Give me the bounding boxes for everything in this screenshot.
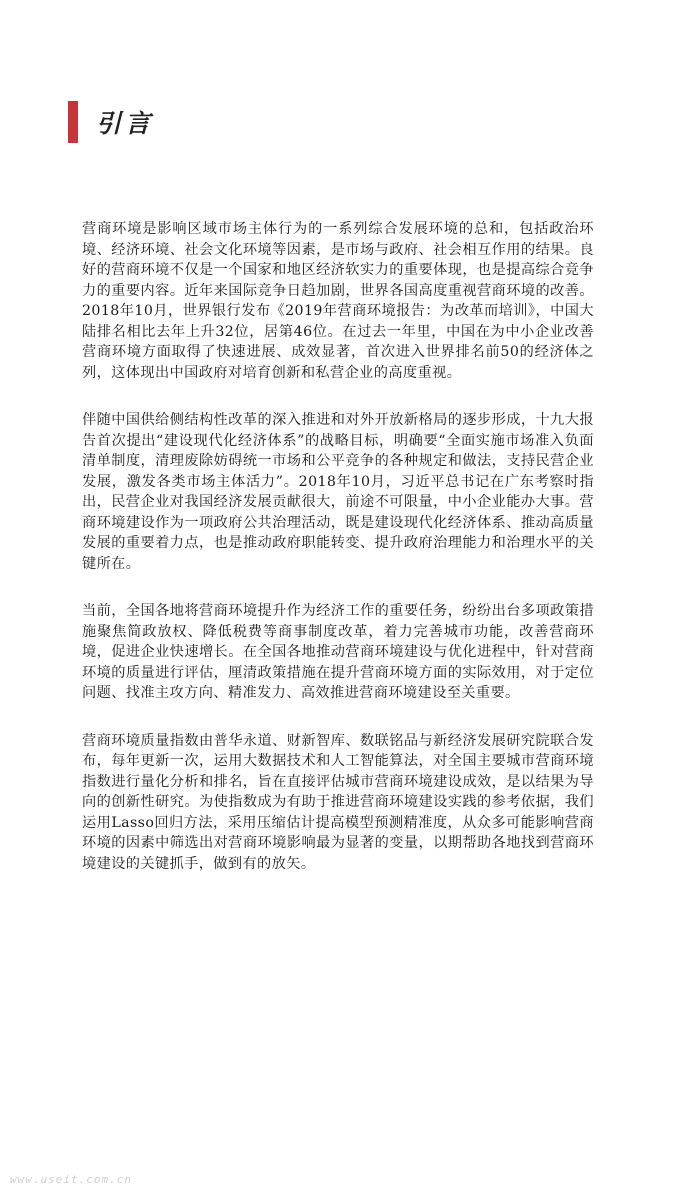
section-title: 引言 (96, 109, 155, 138)
paragraph-1: 营商环境是影响区域市场主体行为的一系列综合发展环境的总和，包括政治环境、经济环境、社会文化环境等因素，是市场与政府、社会相互作用的结果。良好的营商环境不仅是一个国家和地区经济软实力的重要体现，也是提高综合竞争力的重要内容。近年来国际竞争日趋加剧，世界各国高度重视营商环境的改善。2018年10月，世界银行发布《2019年营商环境报告：为改革而培训》，中国大陆排名相比去年上升32位，居第46位。在过去一年里，中国在为中小企业改善营商环境方面取得了快速进展、成效显著，首次进入世界排名前50的经济体之列，这体现出中国政府对培育创新和私营企业的高度重视。 (82, 221, 594, 381)
paragraph-2: 伴随中国供给侧结构性改革的深入推进和对外开放新格局的逐步形成，十九大报告首次提出“建设现代化经济体系”的战略目标，明确要“全面实施市场准入负面清单制度，清理废除妨碍统一市场和公平竞争的各种规定和做法，支持民营企业发展，激发各类市场主体活力”。2018年10月，习近平总书记在广东考察时指出，民营企业对我国经济发展贡献很大，前途不可限量，中小企业能办大事。营商环境建设作为一项政府公共治理活动，既是建设现代化经济体系、推动高质量发展的重要着力点，也是推动政府职能转变、提升政府治理能力和治理水平的关键所在。 (82, 412, 594, 572)
section-heading (68, 101, 154, 143)
accent-bar (68, 101, 78, 143)
paragraph-4: 营商环境质量指数由普华永道、财新智库、数联铭品与新经济发展研究院联合发布，每年更新一次，运用大数据技术和人工智能算法，对全国主要城市营商环境指数进行量化分析和排名，旨在直接评估城市营商环境建设成效，是以结果为导向的创新性研究。为使指数成为有助于推进营商环境建设实践的参考依据，我们运用Lasso回归方法，采用压缩估计提高模型预测精准度，从众多可能影响营商环境的因素中筛选出对营商环境影响最为显著的变量，以期帮助各地找到营商环境建设的关键抓手，做到有的放矢。 (82, 732, 594, 872)
watermark: www.useit.com.cn (10, 1173, 132, 1186)
paragraph-3: 当前，全国各地将营商环境提升作为经济工作的重要任务，纷纷出台多项政策措施聚焦简政放权、降低税费等商事制度改革，着力完善城市功能，改善营商环境，促进企业快速增长。在全国各地推动营商环境建设与优化进程中，针对营商环境的质量进行评估，厘清政策措施在提升营商环境方面的实际效用，对于定位问题、找准主攻方向、精准发力、高效推进营商环境建设至关重要。 (82, 603, 594, 701)
body-text (82, 219, 594, 901)
